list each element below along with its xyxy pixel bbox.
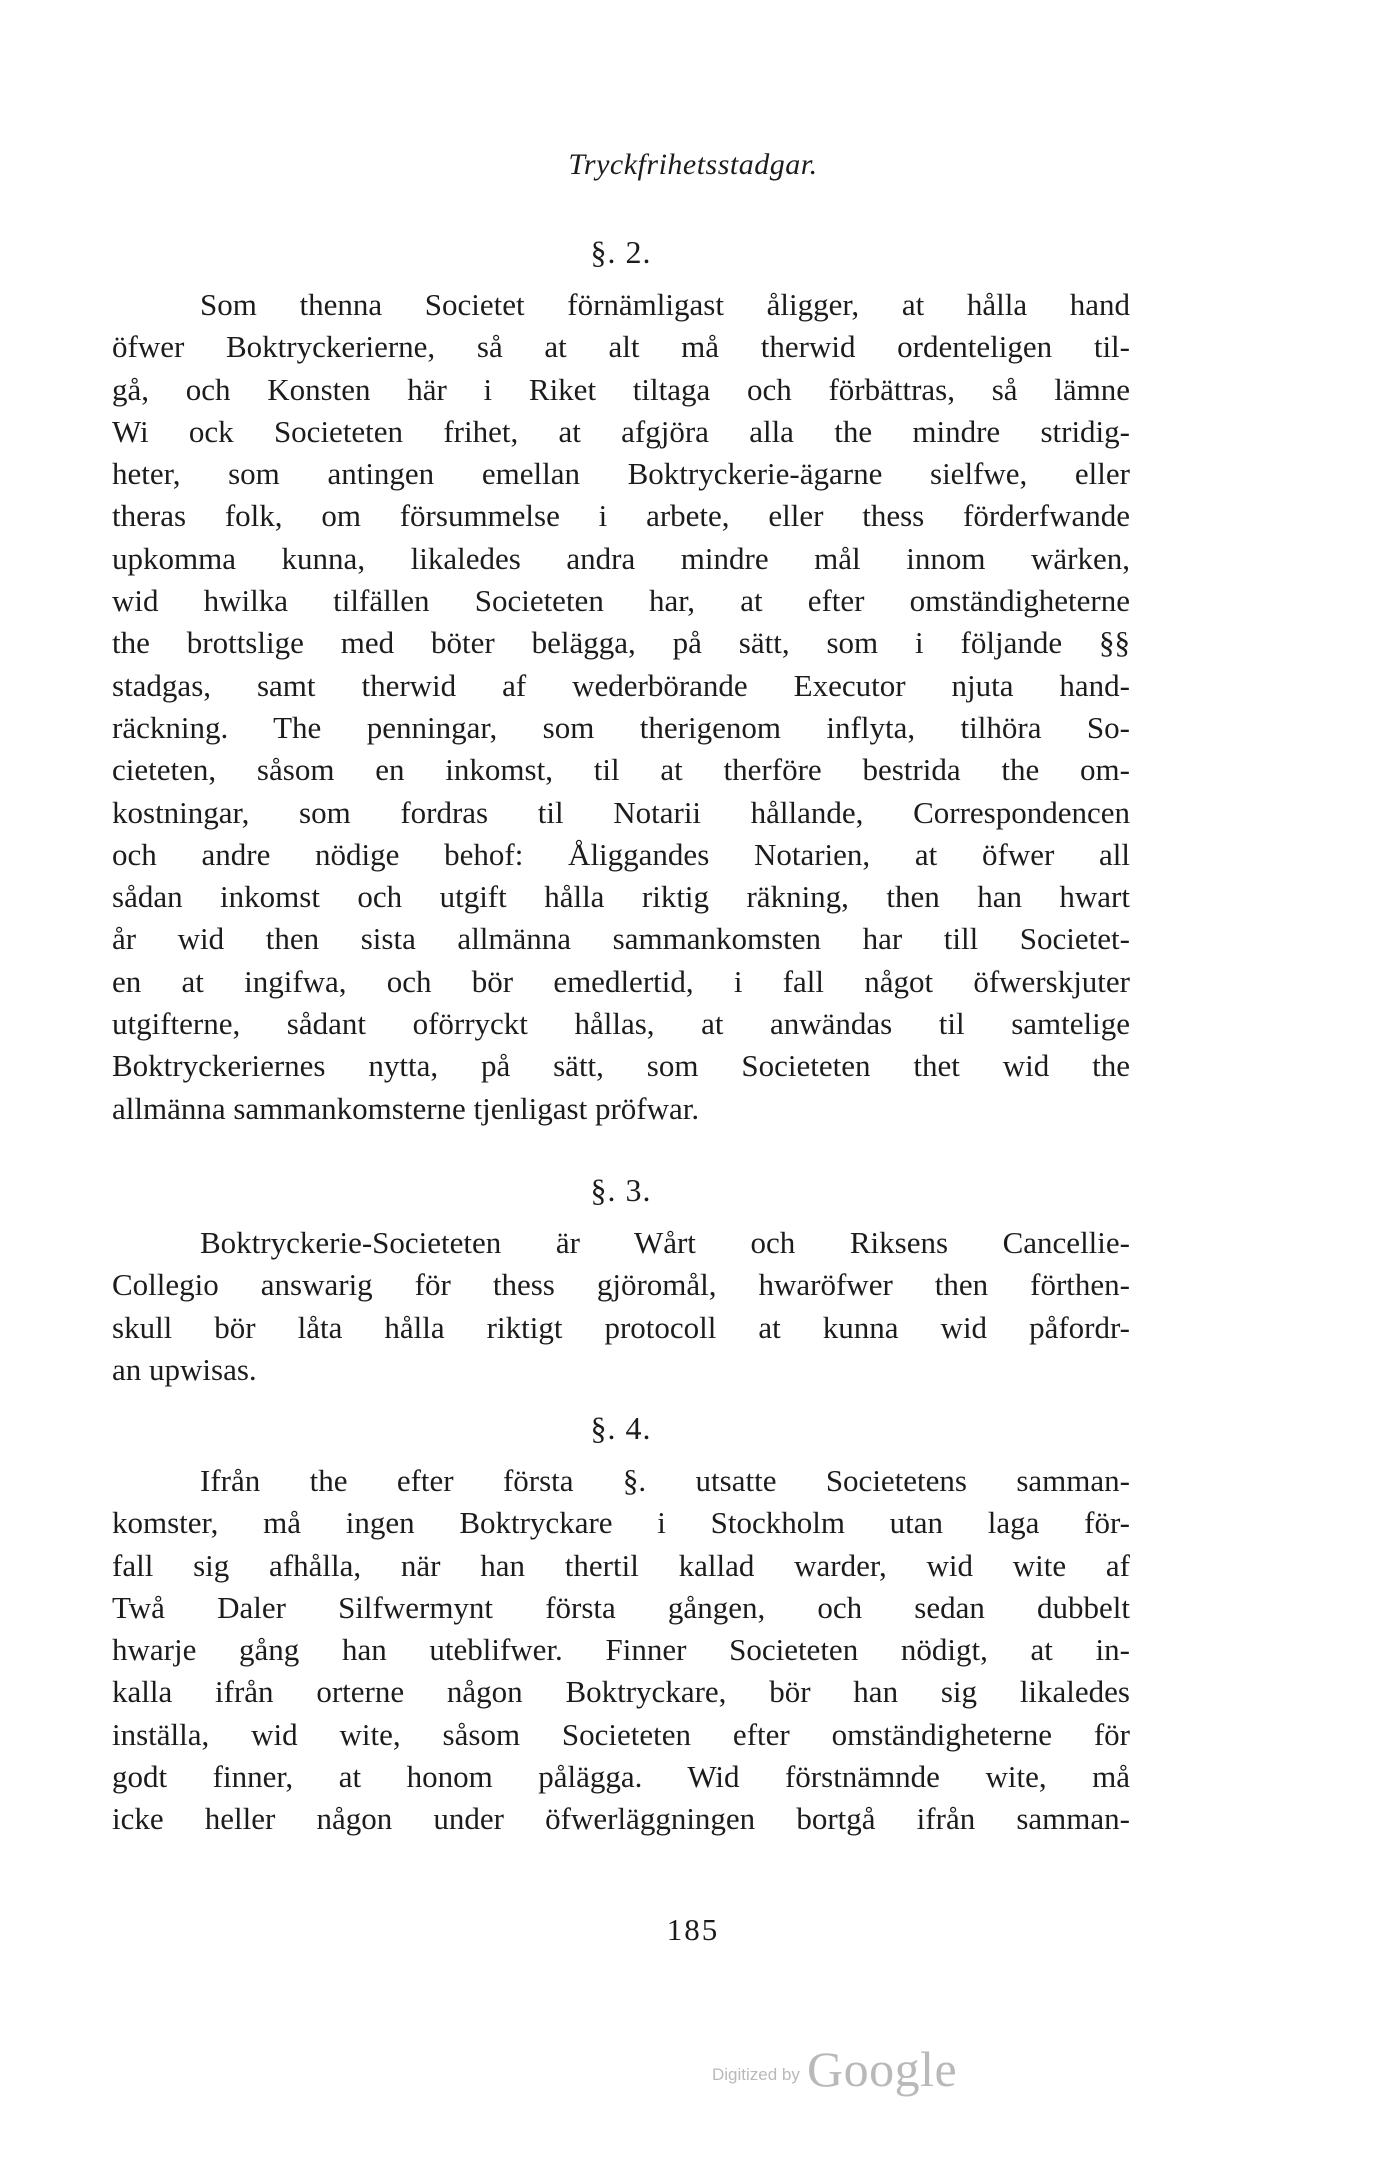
- text-line: år wid then sista allmänna sammankomsten har till Societet-: [112, 921, 1130, 957]
- text-line: inställa, wid wite, såsom Societeten efter omständigheterne för: [112, 1716, 1130, 1752]
- text-line: the brottslige med böter belägga, på sätt, som i följande §§: [112, 625, 1130, 661]
- text-line: heter, som antingen emellan Boktryckerie-ägarne sielfwe, eller: [112, 456, 1130, 492]
- text-line: sådan inkomst och utgift hålla riktig räkning, then han hwart: [112, 879, 1130, 915]
- text-line: utgifterne, sådant oförryckt hållas, at anwändas til samtelige: [112, 1006, 1130, 1042]
- text-line: Wi ock Societeten frihet, at afgjöra alla the mindre stridig-: [112, 413, 1130, 449]
- text-line: gå, och Konsten här i Riket tiltaga och förbättras, så lämne: [112, 371, 1130, 407]
- text-line: wid hwilka tilfällen Societeten har, at efter omständigheterne: [112, 583, 1130, 619]
- text-line: Som thenna Societet förnämligast åligger, at hålla hand: [200, 287, 1130, 322]
- text-line: fall sig afhålla, när han thertil kallad warder, wid wite af: [112, 1547, 1130, 1583]
- text-line: en at ingifwa, och bör emedlertid, i fall något öfwerskjuter: [112, 963, 1130, 999]
- digitization-watermark: [712, 2040, 957, 2098]
- text-line: cieteten, såsom en inkomst, til at therföre bestrida the om-: [112, 752, 1130, 788]
- section-2: [112, 228, 1130, 1130]
- text-line: Twå Daler Silfwermynt första gången, och sedan dubbelt: [112, 1589, 1130, 1625]
- text-line: stadgas, samt therwid af wederbörande Executor njuta hand-: [112, 667, 1130, 703]
- text-line: upkomma kunna, likaledes andra mindre mål innom wärken,: [112, 540, 1130, 576]
- text-line: godt finner, at honom pålägga. Wid förstnämnde wite, må: [112, 1759, 1130, 1795]
- watermark-prefix: Digitized by: [712, 2065, 800, 2084]
- section-mark: §. 2.: [590, 234, 652, 270]
- text-line: allmänna sammankomsterne tjenligast pröfwar.: [112, 1090, 700, 1126]
- text-line: räckning. The penningar, som therigenom inflyta, tilhöra So-: [112, 709, 1130, 745]
- text-line: Collegio answarig för thess gjöromål, hwaröfwer then förthen-: [112, 1267, 1130, 1303]
- text-line: öfwer Boktryckerierne, så at alt må therwid ordenteligen til-: [112, 329, 1130, 365]
- text-line: skull bör låta hålla riktigt protocoll at kunna wid påfordr-: [112, 1309, 1130, 1345]
- text-line: Ifrån the efter första §. utsatte Societetens samman-: [200, 1463, 1130, 1498]
- section-mark: §. 3.: [590, 1172, 652, 1208]
- text-line: kostningar, som fordras til Notarii hållande, Correspondencen: [112, 794, 1130, 830]
- text-line: komster, må ingen Boktryckare i Stockholm utan laga för-: [112, 1505, 1130, 1541]
- section-4: [112, 1404, 1130, 1841]
- text-line: och andre nödige behof: Åliggandes Notarien, at öfwer all: [112, 836, 1130, 872]
- text-line: Boktryckerie-Societeten är Wårt och Riksens Cancellie-: [200, 1225, 1130, 1260]
- section-mark: §. 4.: [590, 1410, 652, 1446]
- running-head: Tryckfrihetsstadgar.: [568, 148, 818, 181]
- text-line: Boktryckeriernes nytta, på sätt, som Societeten thet wid the: [112, 1048, 1130, 1084]
- text-line: icke heller någon under öfwerläggningen bortgå ifrån samman-: [112, 1801, 1130, 1837]
- text-line: an upwisas.: [112, 1351, 257, 1387]
- text-line: theras folk, om försummelse i arbete, eller thess förderfwande: [112, 498, 1130, 534]
- watermark-brand-logo: Google: [806, 2041, 958, 2097]
- text-line: hwarje gång han uteblifwer. Finner Societeten nödigt, at in-: [112, 1632, 1130, 1668]
- section-3: [112, 1166, 1130, 1391]
- text-line: kalla ifrån orterne någon Boktryckare, bör han sig likaledes: [112, 1674, 1130, 1710]
- page-number: 185: [666, 1912, 720, 1947]
